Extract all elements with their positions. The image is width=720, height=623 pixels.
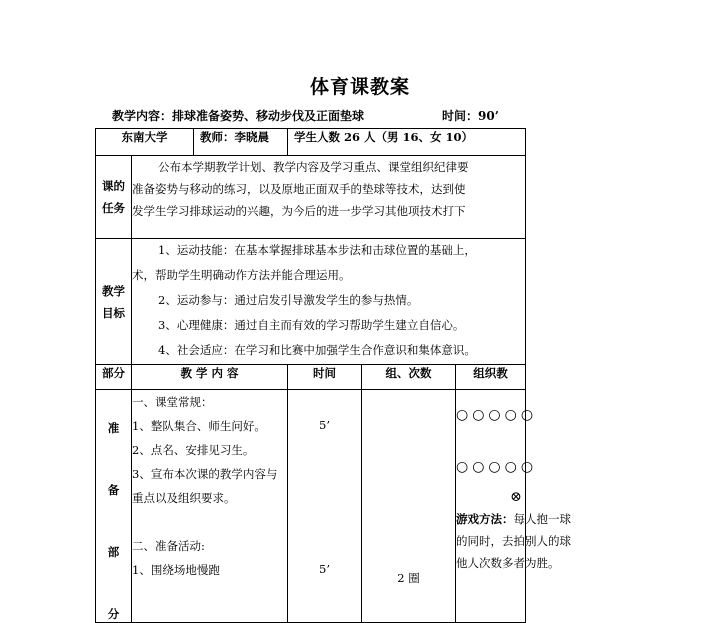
phase-char: 部 xyxy=(107,545,120,559)
content-line: 二、准备活动: xyxy=(132,539,205,553)
goals-label xyxy=(96,239,132,365)
goal-line: 术，帮助学生明确动作方法并能合理运用。 xyxy=(132,268,351,282)
phase-char: 分 xyxy=(107,607,120,621)
task-text xyxy=(132,156,526,239)
task-line: 准备姿势与移动的练习，以及原地正面双手的垫球等技术，达到使 xyxy=(132,182,466,196)
prep-phase-label xyxy=(96,390,132,623)
game-method-text: 每人抱一球 xyxy=(513,512,571,526)
content-line: 2、点名、安排见习生。 xyxy=(132,443,255,457)
game-method-label: 游戏方法： xyxy=(456,512,514,526)
formation-row-1: ○○○○○ xyxy=(456,407,538,423)
lesson-time: 时间：90’ xyxy=(442,109,499,123)
students-cell: 学生人数 26 人（男 16、女 10） xyxy=(288,129,526,156)
content-line: 1、围绕场地慢跑 xyxy=(132,563,220,577)
goal-line: 4、社会适应：在学习和比赛中加强学生合作意识和集体意识。 xyxy=(158,343,476,357)
goals-label-line-1: 教学 xyxy=(102,283,125,298)
col-part: 部分 xyxy=(96,365,132,390)
time-value: 5’ xyxy=(319,562,330,576)
formation-row-2: ○○○○○ xyxy=(456,459,538,475)
page-title: 体育课教案 xyxy=(309,76,410,98)
lesson-content: 教学内容：排球准备姿势、移动步伐及正面垫球 xyxy=(112,109,365,123)
task-label-line-2: 任务 xyxy=(102,201,125,215)
lesson-plan-table xyxy=(95,128,571,623)
content-line: 1、整队集合、师生问好。 xyxy=(132,419,266,433)
content-line xyxy=(132,510,287,534)
teacher-cell: 教师：李晓晨 xyxy=(194,129,288,156)
task-label-line-1: 课的 xyxy=(102,179,125,193)
school-cell: 东南大学 xyxy=(96,129,194,156)
game-method-line: 他人次数多者为胜。 xyxy=(456,556,560,570)
goal-line: 3、心理健康：通过自主而有效的学习帮助学生建立自信心。 xyxy=(158,318,465,332)
task-line: 公布本学期教学计划、教学内容及学习重点、课堂组织纪律要 xyxy=(158,160,469,174)
goals-text xyxy=(132,239,526,365)
time-value: 5’ xyxy=(319,418,330,432)
prep-organization xyxy=(456,390,571,623)
phase-char: 准 xyxy=(107,421,120,435)
game-method-line: 的同时，去拍别人的球 xyxy=(456,534,571,548)
phase-header-row xyxy=(96,365,526,390)
col-org: 组织教 xyxy=(456,365,526,390)
goal-line: 1、运动技能：在基本掌握排球基本步法和击球位置的基础上， xyxy=(158,243,476,257)
task-label xyxy=(96,156,132,239)
goal-line: 2、运动参与：通过启发引导激发学生的参与热情。 xyxy=(158,293,419,307)
game-method xyxy=(456,508,571,530)
prep-time xyxy=(288,390,362,623)
phase-char: 备 xyxy=(107,483,120,497)
content-line: 一、课堂常规： xyxy=(132,395,213,409)
content-line: 重点以及组织要求。 xyxy=(132,491,236,505)
prep-content xyxy=(132,390,288,623)
info-row xyxy=(96,129,526,156)
prep-phase-row xyxy=(96,390,526,623)
lesson-content-line xyxy=(112,107,499,124)
task-row xyxy=(96,156,526,239)
task-line: 发学生学习排球运动的兴趣，为今后的进一步学习其他项技术打下 xyxy=(132,204,466,218)
goals-label-line-2: 目标 xyxy=(102,305,125,320)
col-count: 组、次数 xyxy=(362,365,456,390)
prep-count xyxy=(362,390,456,623)
teacher-position-icon: ⊗ xyxy=(510,489,522,505)
content-line: 3、宣布本次课的教学内容与 xyxy=(132,467,278,481)
col-time: 时间 xyxy=(288,365,362,390)
col-content: 教 学 内 容 xyxy=(132,365,288,390)
count-value: 2 圈 xyxy=(397,571,420,585)
goals-row xyxy=(96,239,526,365)
